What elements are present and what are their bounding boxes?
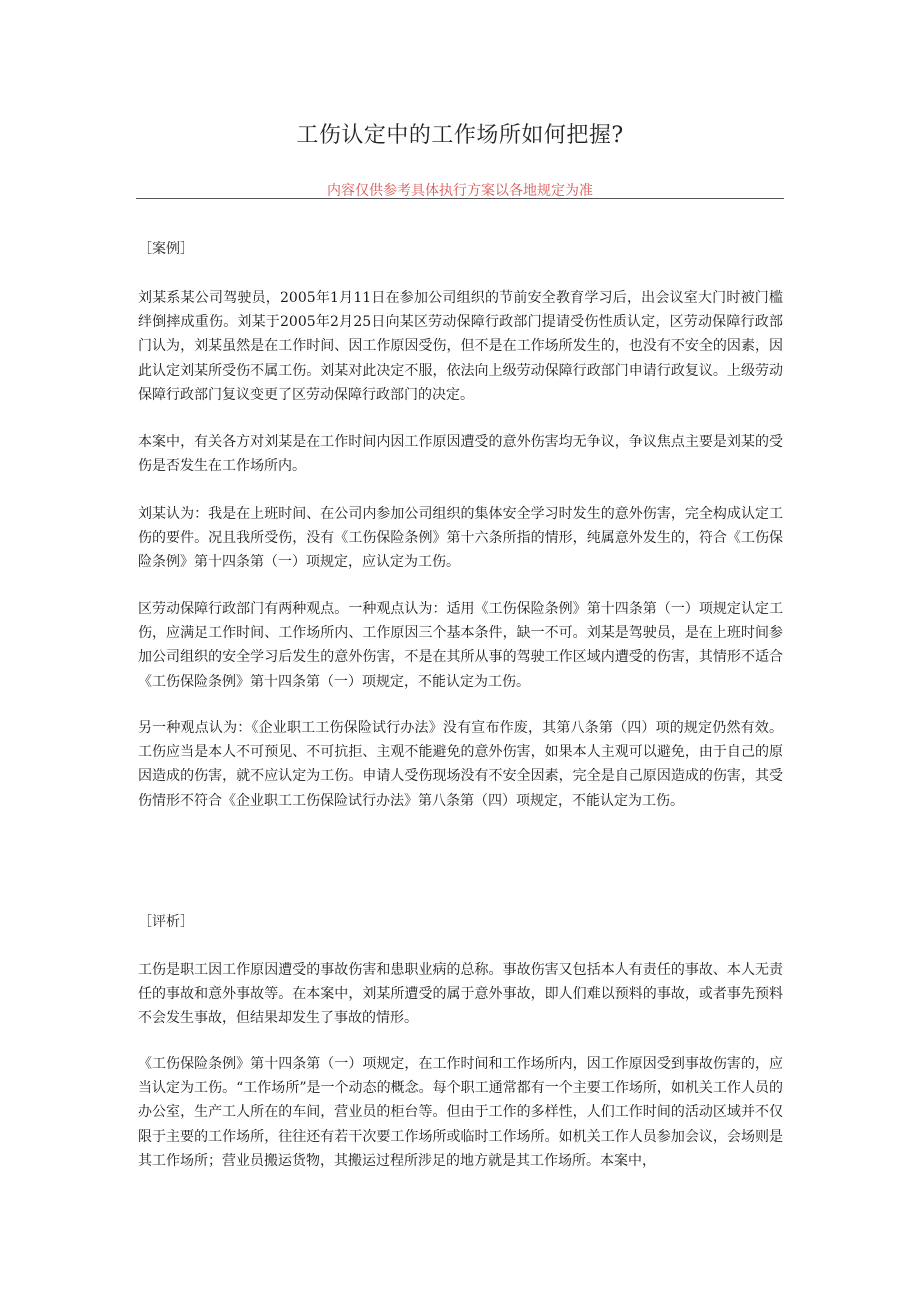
case-paragraph-3: 刘某认为：我是在上班时间、在公司内参加公司组织的集体安全学习时发生的意外伤害，完全构成认定工伤的要件。况且我所受伤，没有《工伤保险条例》第十六条所指的情形，纯属意外发生的，符合《工伤保险条例》第十四条第（一）项规定，应认定为工伤。 — [138, 506, 783, 571]
case-paragraph-2: 本案中，有关各方对刘某是在工作时间内因工作原因遭受的意外伤害均无争议，争议焦点主要是刘某的受伤是否发生在工作场所内。 — [138, 434, 783, 475]
case-paragraph-4: 区劳动保障行政部门有两种观点。一种观点认为：适用《工伤保险条例》第十四条第（一）项规定认定工伤，应满足工作时间、工作场所内、工作原因三个基本条件，缺一不可。刘某是驾驶员，是在上班时间参加公司组织的安全学习后发生的意外伤害，不是在其所从事的驾驶工作区域内遭受的伤害，其情形不适合《工伤保险条例》第十四条第（一）项规定，不能认定为工伤。 — [138, 601, 783, 690]
disclaimer-subtitle: 内容仅供参考具体执行方案以各地规定为准 — [327, 183, 593, 199]
analysis-paragraph-2: 《工伤保险条例》第十四条第（一）项规定，在工作时间和工作场所内，因工作原因受到事故伤害的，应当认定为工伤。“工作场所”是一个动态的概念。每个职工通常都有一个主要工作场所，如机关工作人员的办公室，生产工人所在的车间，营业员的柜台等。但由于工作的多样性，人们工作时间的活动区域并不仅限于主要的工作场所，往往还有若干次要工作场所或临时工作场所。如机关工作人员参加会议，会场则是其工作场所；营业员搬运货物，其搬运过程所涉足的地方就是其工作场所。本案中， — [138, 1056, 783, 1169]
case-paragraph-5: 另一种观点认为：《企业职工工伤保险试行办法》没有宣布作废，其第八条第（四）项的规定仍然有效。工伤应当是本人不可预见、不可抗拒、主观不能避免的意外伤害，如果本人主观可以避免，由于自己的原因造成的伤害，就不应认定为工伤。申请人受伤现场没有不安全因素，完全是自己原因造成的伤害，其受伤情形不符合《企业职工工伤保险试行办法》第八条第（四）项规定，不能认定为工伤。 — [138, 720, 783, 809]
analysis-section-label: ［评析］ — [138, 914, 194, 930]
document-title: 工伤认定中的工作场所如何把握? — [296, 123, 624, 148]
case-paragraph-1: 刘某系某公司驾驶员，2005年1月11日在参加公司组织的节前安全教育学习后，出会议室大门时被门槛绊倒摔成重伤。刘某于2005年2月25日向某区劳动保障行政部门提请受伤性质认定，区劳动保障行政部门认为，刘某虽然是在工作时间、因工作原因受伤，但不是在工作场所发生的，也没有不安全的因素，因此认定刘某所受伤不属工伤。刘某对此决定不服，依法向上级劳动保障行政部门申请行政复议。上级劳动保障行政部门复议变更了区劳动保障行政部门的决定。 — [138, 290, 783, 403]
case-section-label: ［案例］ — [138, 241, 194, 257]
analysis-paragraph-1: 工伤是职工因工作原因遭受的事故伤害和患职业病的总称。事故伤害又包括本人有责任的事故、本人无责任的事故和意外事故等。在本案中，刘某所遭受的属于意外事故，即人们难以预料的事故，或者事先预料不会发生事故，但结果却发生了事故的情形。 — [138, 962, 783, 1027]
header-divider — [136, 198, 784, 199]
